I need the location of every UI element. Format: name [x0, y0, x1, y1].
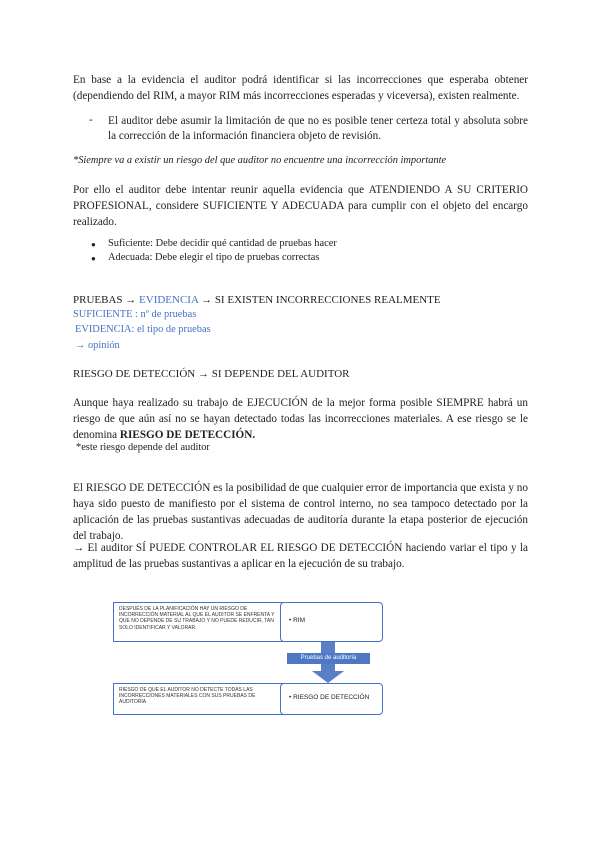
diagram-box-rim	[280, 602, 383, 642]
riesgo-heading: RIESGO DE DETECCIÓN → SI DEPENDE DEL AUDITOR	[73, 368, 350, 380]
deteccion-label: • RIESGO DE DETECCIÓN	[289, 694, 370, 701]
italic-note: *Siempre va a existir un riesgo del que auditor no encuentre una incorrección importante	[73, 155, 447, 166]
bullet-marker: ●	[91, 254, 96, 263]
paragraph-limitacion: El auditor debe asumir la limitación de que no es posible tener certeza total y absoluta sobre la corrección de la información financiera objeto de revisión.	[108, 115, 528, 142]
paragraph-definicion: El RIESGO DE DETECCIÓN es la posibilidad de que cualquier error de importancia que exista y no haya sido puesto de manifiesto por el sistema de control interno, no sea tampoco detectado por la aplicación de las pruebas sustantivas adecuadas de auditoría durante la etapa posterior de ejecución del trabajo.	[73, 482, 528, 542]
rim-label: • RIM	[289, 617, 305, 624]
pruebas-auditoria-banner: Pruebas de auditoría	[287, 653, 370, 664]
evidencia-line: EVIDENCIA: el tipo de pruebas	[75, 324, 211, 335]
bullet-marker: ●	[91, 240, 96, 249]
paragraph-control: → El auditor SÍ PUEDE CONTROLAR EL RIESGO DE DETECCIÓN haciendo variar el tipo y la amplitud de las pruebas sustantivas a aplicar en la ejecución de su trabajo.	[73, 542, 528, 570]
existen-label: → SI EXISTEN INCORRECCIONES REALMENTE	[201, 294, 441, 306]
paragraph-criterio: Por ello el auditor debe intentar reunir aquella evidencia que ATENDIENDO A SU CRITERIO PROFESIONAL, considere SUFICIENTE Y ADECUADA para cumplir con el objeto del encargo realizado.	[73, 184, 528, 228]
riesgo-bold: RIESGO DE DETECCIÓN.	[119, 429, 256, 441]
opinion-line: → opinión	[75, 340, 120, 351]
pruebas-label: PRUEBAS →	[73, 294, 137, 306]
diagram-box-deteccion	[280, 683, 383, 715]
diagram-box-riesgo	[113, 683, 283, 715]
bullet-adecuada: Adecuada: Debe elegir el tipo de pruebas correctas	[108, 252, 320, 263]
box-planificacion-text: DESPUÉS DE LA PLANIFICACIÓN HAY UN RIESGO DE INCORRECCIÓN MATERIAL AL QUE EL AUDITOR SE ENFRENTA Y QUE NO DEPENDE DE SU TRABAJO Y NO PUEDE REDUCIR, TAN SOLO IDENTIFICAR Y VALORAR.	[119, 606, 275, 631]
note-auditor: *este riesgo depende del auditor	[76, 442, 210, 453]
dash-marker: -	[89, 114, 93, 126]
evidencia-label: EVIDENCIA	[139, 294, 199, 306]
bullet-suficiente: Suficiente: Debe decidir qué cantidad de pruebas hacer	[108, 238, 337, 249]
down-arrow-2	[312, 663, 344, 683]
suficiente-line: SUFICIENTE : nº de pruebas	[73, 309, 197, 320]
paragraph-evidencia: En base a la evidencia el auditor podrá identificar si las incorrecciones que esperaba obtener (dependiendo del RIM, a mayor RIM más incorrecciones esperadas y viceversa), existen realmente.	[73, 74, 528, 102]
riesgo-text: Aunque haya realizado su trabajo de EJECUCIÓN de la mejor forma posible SIEMPRE habrá un riesgo de que aún así no se hayan detectado todas las incorrecciones materiales. A ese riesgo se le denomina	[73, 397, 528, 441]
box-riesgo-text: RIESGO DE QUE EL AUDITOR NO DETECTE TODAS LAS INCORRECCIONES MATERIALES CON SUS PRUEBAS DE AUDITORÍA	[119, 687, 256, 706]
diagram-box-planificacion	[113, 602, 283, 642]
